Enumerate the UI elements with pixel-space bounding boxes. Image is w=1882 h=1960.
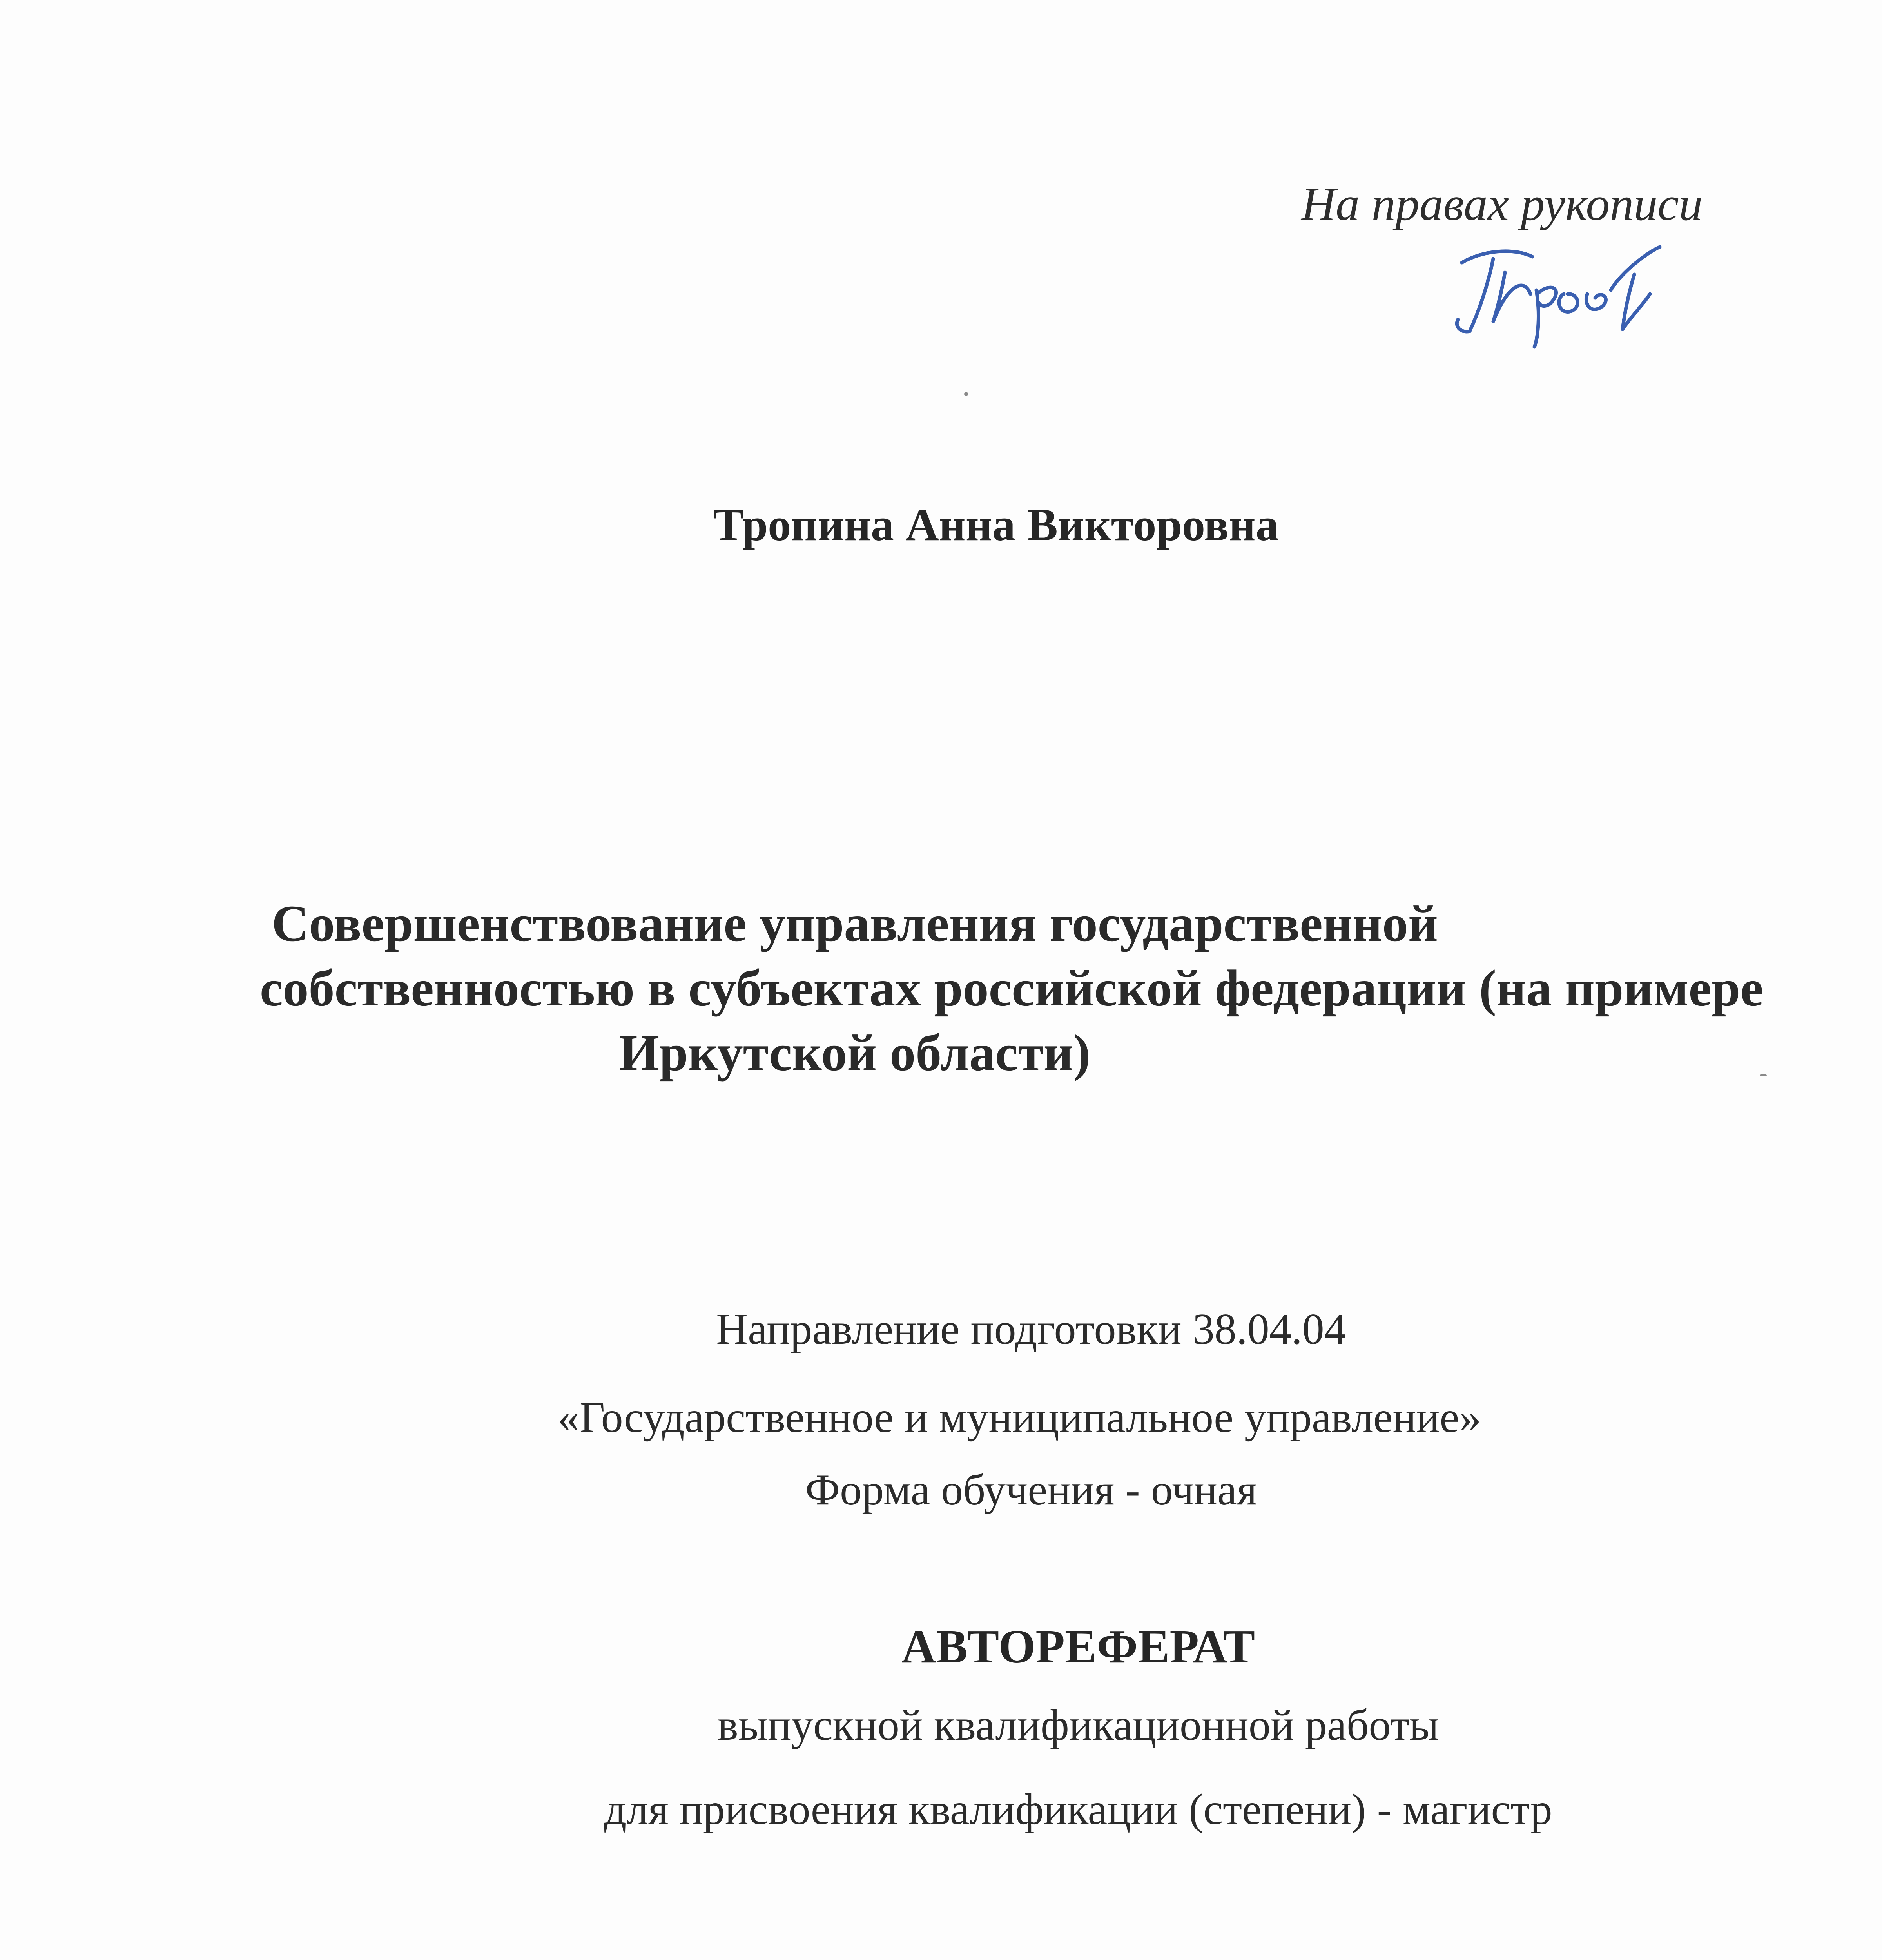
thesis-title-line-2: собственностью в субъектах российской федерации (на примере xyxy=(259,959,1764,1017)
program-code: Направление подготовки 38.04.04 xyxy=(716,1305,1346,1354)
document-type-line-1: выпускной квалификационной работы xyxy=(717,1701,1439,1749)
thesis-title-line-3: Иркутской области) xyxy=(619,1024,1091,1082)
scan-speck xyxy=(1760,1074,1767,1076)
author-name: Тропина Анна Викторовна xyxy=(713,499,1279,550)
thesis-title-line-1: Совершенствование управления государственной xyxy=(272,895,1438,952)
handwritten-signature xyxy=(1446,235,1666,349)
document-type: АВТОРЕФЕРАТ xyxy=(901,1620,1255,1673)
program-name: «Государственное и муниципальное управление» xyxy=(557,1393,1481,1442)
scan-speck xyxy=(964,392,968,396)
rights-note: На правах рукописи xyxy=(1301,178,1703,230)
study-form: Форма обучения - очная xyxy=(805,1466,1257,1514)
document-type-line-2: для присвоения квалификации (степени) - магистр xyxy=(604,1785,1552,1834)
